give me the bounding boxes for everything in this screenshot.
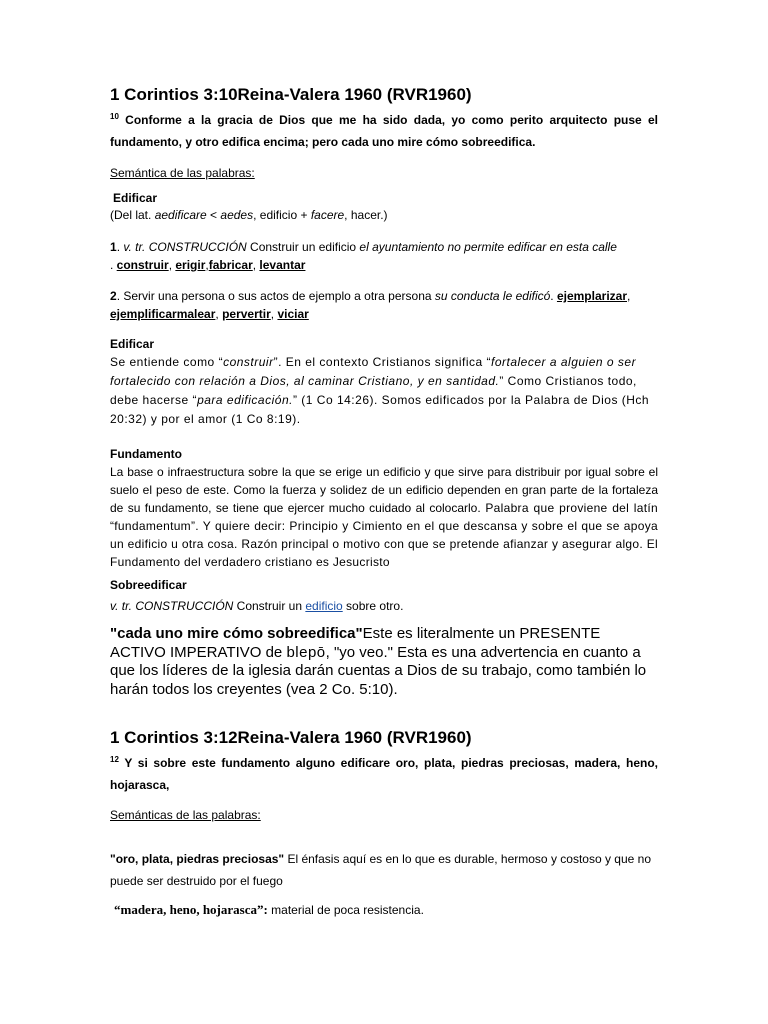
etym-text: (Del lat. [110, 208, 155, 222]
edificar-body [110, 353, 658, 429]
section-title: 1 Corintios 3:12Reina-Valera 1960 (RVR1960) [110, 728, 472, 747]
semantica-label: Semánticas de las palabras: [110, 808, 261, 822]
oro-plata-paragraph [110, 848, 658, 892]
etym-text: < [206, 208, 221, 222]
edificar-heading: Edificar [110, 337, 155, 351]
synonym-link[interactable]: viciar [277, 307, 309, 321]
synonym-link[interactable]: construir [116, 258, 169, 272]
definition-2: 2. Servir una persona o sus actos de ejemplo a otra persona su conducta le edificó. ejemplarizar, ejemplificarmalear, pervertir, viciar [110, 289, 631, 321]
etym-latin: aedificare [154, 208, 207, 222]
body-italic: fortalecer a alguien o ser fortalecido con relación a Dios, al caminar Cristiano, y en santidad. [110, 355, 637, 388]
definition-example: el ayuntamiento no permite edificar en esta calle [359, 240, 617, 254]
synonym-link[interactable]: ejemplarizar [556, 289, 627, 303]
sobreedificar-body [110, 597, 658, 615]
body-text: ” (1 Co 14:26). Somos edificados por la Palabra de Dios (Hch 20:32) y por el amor (1 Co 8:19). [110, 393, 650, 426]
body-text: , "yo veo." Esta es una advertencia en cuanto a que los líderes de la iglesia darán cuentas a Dios de su trabajo, como también lo harán todos los creyentes (vea 2 Co. 5:10). [110, 643, 647, 698]
etym-latin: aedes [220, 208, 254, 222]
commentary-quote: "cada uno mire cómo sobreedifica" [110, 625, 363, 642]
sobreedificar-section [110, 576, 658, 615]
body-text: Se entiende como “ [110, 355, 224, 369]
commentary-quote: "oro, plata, piedras preciosas" [110, 852, 285, 866]
body-text: El énfasis aquí es en lo que es durable, hermoso y costoso y que no puede ser destruido por el fuego [110, 852, 651, 888]
body-text: Construir un [233, 599, 306, 613]
section-title: 1 Corintios 3:10Reina-Valera 1960 (RVR1960) [110, 85, 472, 104]
madera-paragraph [110, 901, 658, 919]
greek-word: blepō [286, 643, 326, 661]
verse-number: 10 [110, 112, 119, 121]
body-text: Palabra que proviene del latín “fundamentum”. Y quiere decir: Principio y Cimiento en el que descansa y sobre el que se apoya un edificio u otra cosa. Razón principal o motivo con que se pretende afianzar y asegurar algo. El Fundamento del verdadero cristiano es Jesucristo [110, 501, 658, 569]
verse-body: Conforme a la gracia de Dios que me ha sido dada, yo como perito arquitecto puse el fundamento, y otro edifica encima; pero cada uno mire cómo sobreedifica. [110, 113, 658, 149]
body-text: ” Como Cristianos todo, debe hacerse “ [110, 374, 637, 407]
synonym-link[interactable]: erigir [175, 258, 206, 272]
synonym-link[interactable]: malear [176, 307, 216, 321]
fundamento-section [110, 445, 658, 571]
body-text: ”. En el contexto Cristianos significa “ [273, 355, 491, 369]
body-text: La base o infraestructura sobre la que se erige un edificio y que sirve para distribuir por igual sobre el suelo el peso de este. Como la fuerza y solidez de un edificio dependen en gran parte de la fortaleza de su fundamento, se tiene que ejercer mucho cuidado al colocarlo. [110, 465, 658, 515]
definition-1: 1. v. tr. CONSTRUCCIÓN Construir un edificio el ayuntamiento no permite edificar en esta calle . construir, erigir,fabricar, levantar [110, 240, 617, 272]
commentary-paragraph [110, 625, 658, 699]
body-text: Este es literalmente un PRESENTE ACTIVO IMPERATIVO de [110, 625, 601, 661]
definition-pos: v. tr. CONSTRUCCIÓN [110, 599, 234, 613]
verse-number: 12 [110, 755, 119, 764]
verse-text [110, 109, 658, 153]
definition-number: 1 [110, 240, 117, 254]
dictionary-entry-edificar [110, 190, 658, 224]
edificio-link[interactable]: edificio [305, 599, 343, 613]
definition-example: su conducta le edificó [434, 289, 551, 303]
synonym-link[interactable]: pervertir [222, 307, 271, 321]
definition-text: Construir un edificio [246, 240, 360, 254]
etym-text: , edificio + [253, 208, 311, 222]
etym-latin: facere [310, 208, 345, 222]
definition-pos: v. tr. CONSTRUCCIÓN [120, 240, 247, 254]
body-italic: para edificación. [197, 393, 293, 407]
verse-text [110, 752, 658, 796]
commentary-quote: “madera, heno, hojarasca”: [114, 902, 268, 917]
sobreedificar-heading: Sobreedificar [110, 578, 187, 592]
body-text: material de poca resistencia. [267, 903, 424, 917]
etym-text: , hacer.) [344, 208, 388, 222]
fundamento-heading: Fundamento [110, 447, 182, 461]
edificar-explanation [110, 335, 658, 429]
entry-word: Edificar [113, 191, 158, 205]
fundamento-body [110, 463, 658, 571]
punct: . [110, 258, 117, 272]
synonym-link[interactable]: ejemplificar [110, 307, 177, 321]
body-text: sobre otro. [342, 599, 404, 613]
synonym-link[interactable]: levantar [259, 258, 306, 272]
verse-body: Y si sobre este fundamento alguno edificare oro, plata, piedras preciosas, madera, heno, hojarasca, [110, 756, 658, 792]
entry-etymology [110, 207, 658, 224]
definition-number: 2 [110, 289, 117, 303]
body-italic: construir [223, 355, 274, 369]
punct: . [550, 289, 557, 303]
semantica-label: Semántica de las palabras: [110, 166, 255, 180]
synonym-link[interactable]: fabricar [208, 258, 253, 272]
definition-text: . Servir una persona o sus actos de ejemplo a otra persona [116, 289, 435, 303]
